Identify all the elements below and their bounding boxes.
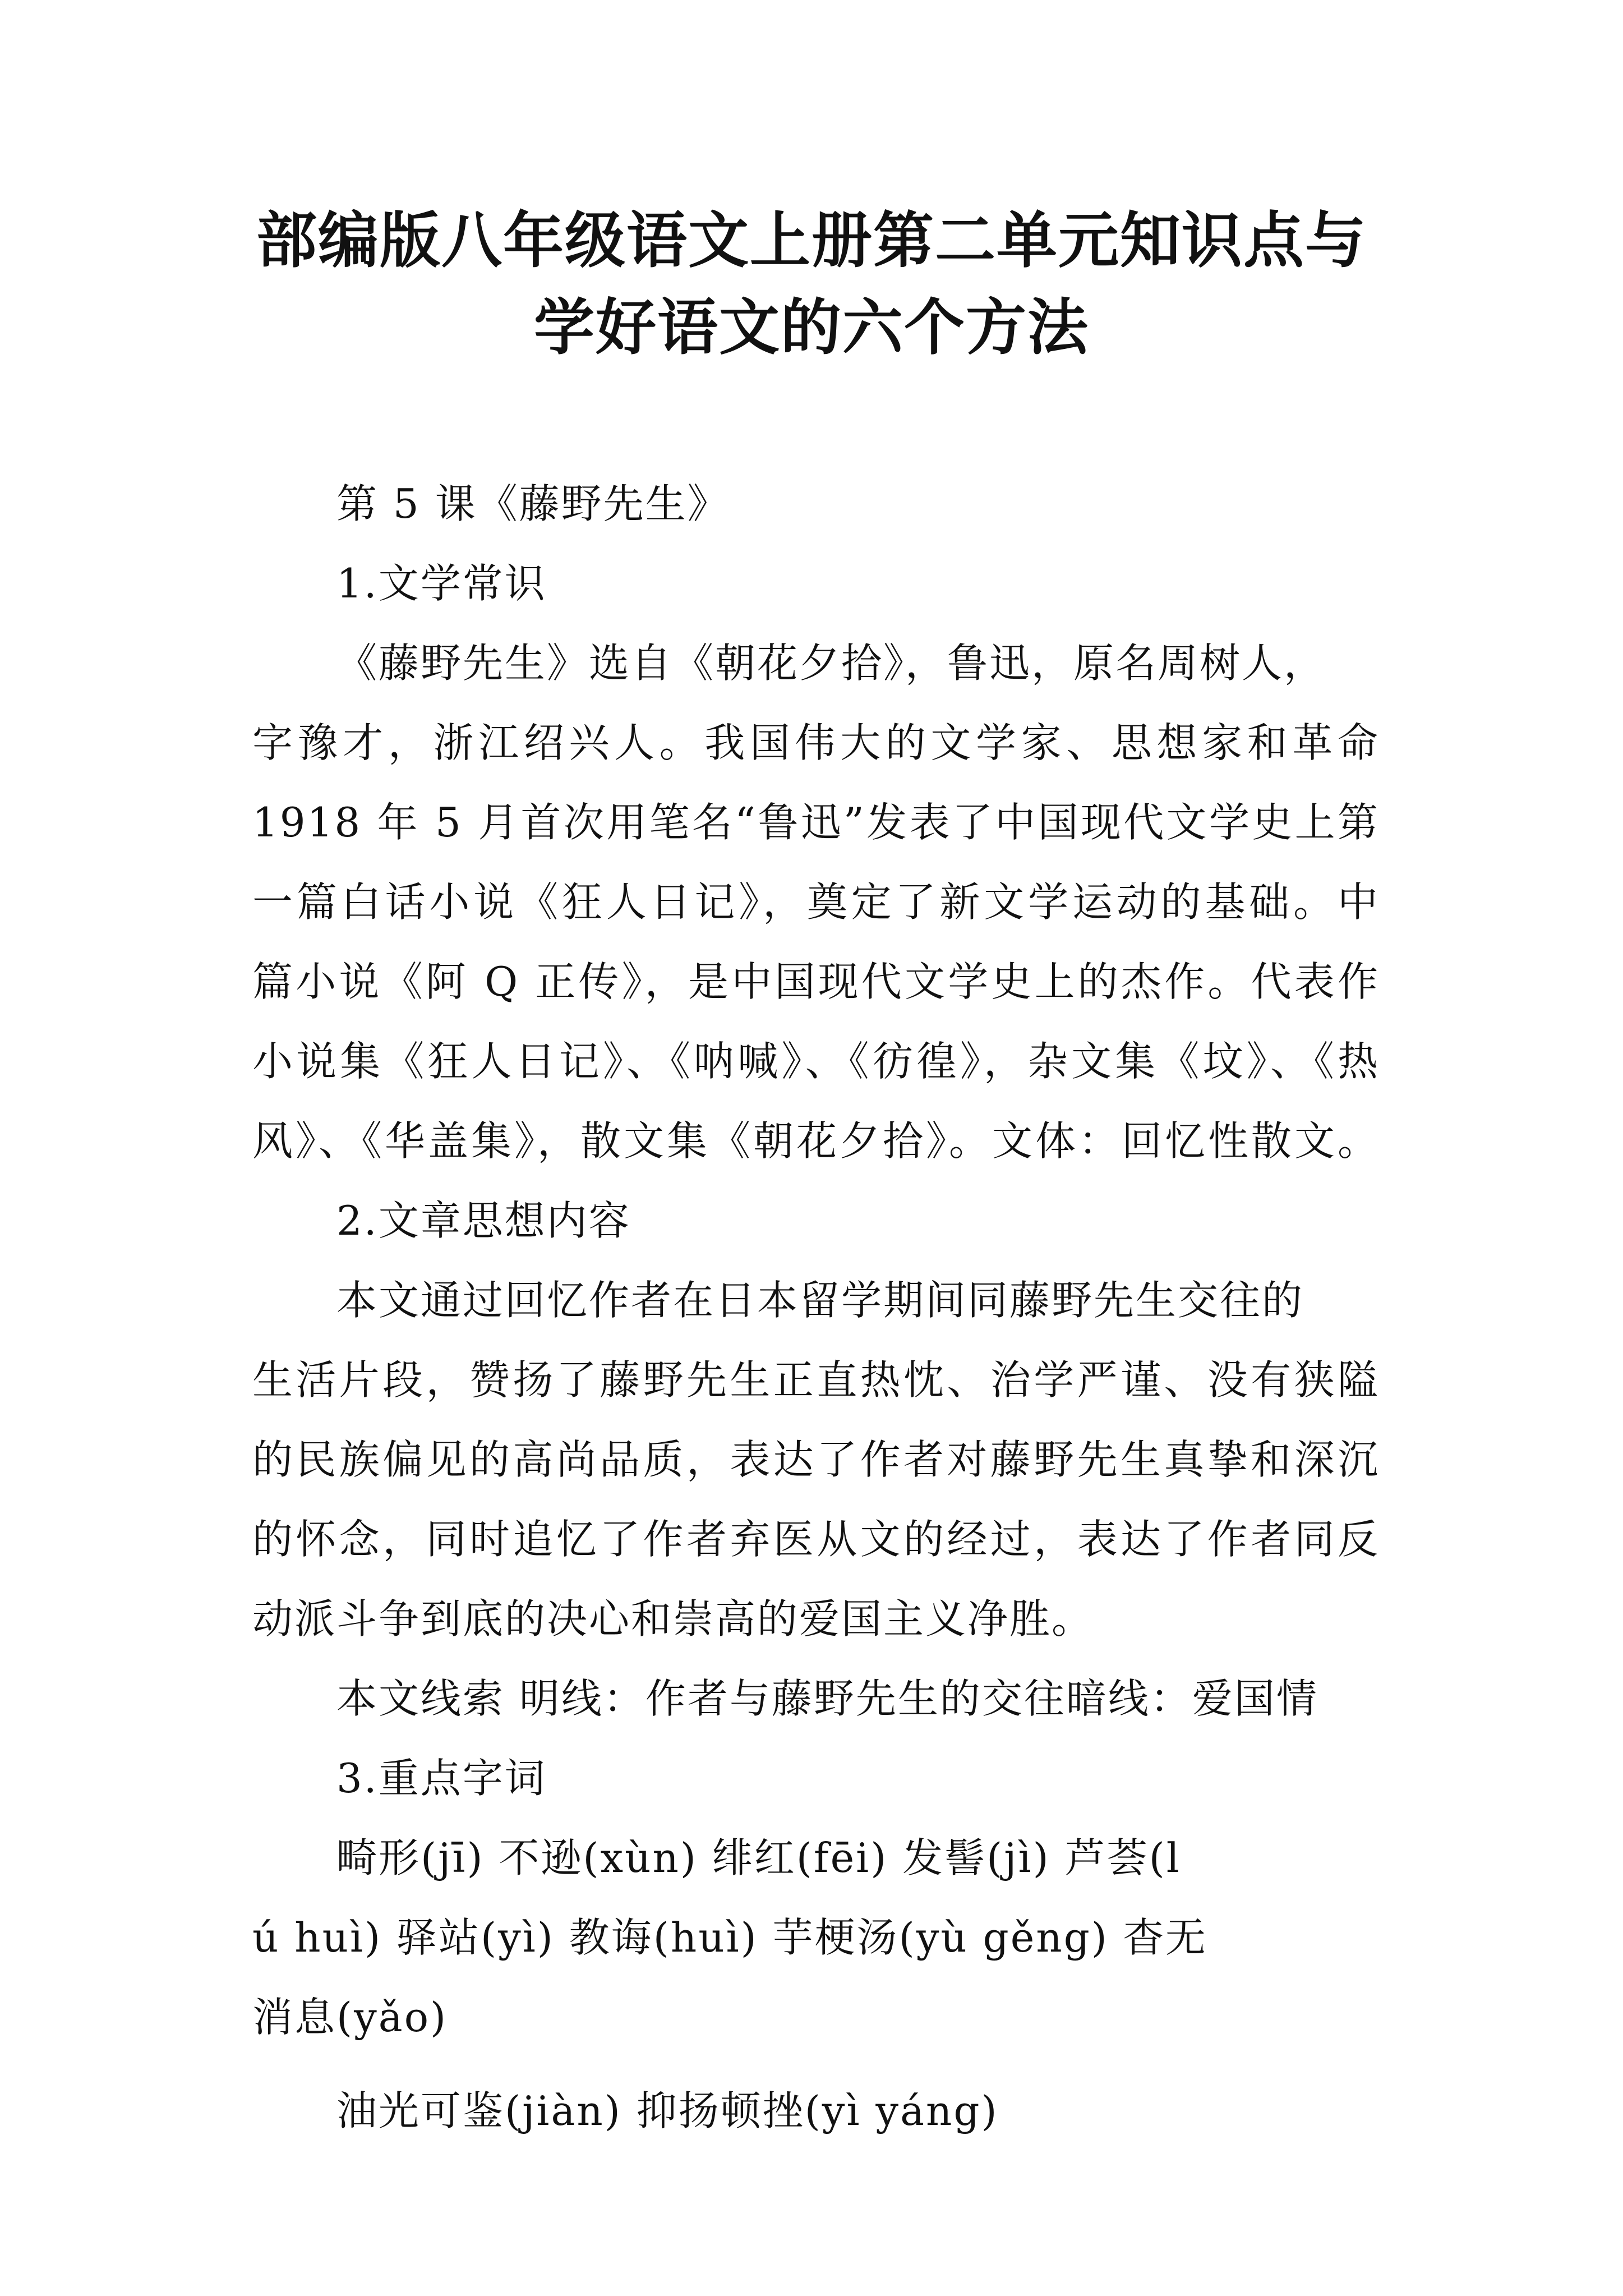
clue-line: 本文线索 明线：作者与藤野先生的交往暗线：爱国情 bbox=[336, 1675, 1318, 1722]
paragraph-line: 动派斗争到底的决心和崇高的爱国主义净胜。 bbox=[252, 1595, 1094, 1642]
vocab-line: 油光可鉴(jiàn) 抑扬顿挫(yì yáng) bbox=[336, 2087, 999, 2134]
vocab-line: ú huì) 驿站(yì) 教诲(huì) 芋梗汤(yù gěng) 杳无 bbox=[252, 1914, 1207, 1961]
vocab-line: 消息(yǎo) bbox=[252, 1994, 448, 2041]
section-heading: 3.重点字词 bbox=[336, 1755, 547, 1802]
paragraph-line: 《藤野先生》选自《朝花夕拾》，鲁迅，原名周树人， bbox=[336, 639, 1326, 687]
paragraph-line: 一篇白话小说《狂人日记》，奠定了新文学运动的基础。中 bbox=[252, 878, 1380, 926]
paragraph-line: 小说集《狂人日记》、《呐喊》、《彷徨》，杂文集《坟》、《热 bbox=[252, 1038, 1380, 1085]
paragraph-line: 的怀念，同时追忆了作者弃医从文的经过，表达了作者同反 bbox=[252, 1516, 1380, 1563]
section-heading: 1.文学常识 bbox=[336, 560, 547, 607]
lesson-heading: 第 5 课《藤野先生》 bbox=[336, 480, 730, 527]
paragraph-line: 字豫才，浙江绍兴人。我国伟大的文学家、思想家和革命 bbox=[252, 719, 1380, 766]
paragraph-line: 生活片段，赞扬了藤野先生正直热忱、治学严谨、没有狭隘 bbox=[252, 1356, 1380, 1404]
paragraph-line: 的民族偏见的高尚品质，表达了作者对藤野先生真挚和深沉 bbox=[252, 1436, 1380, 1483]
vocab-line: 畸形(jī) 不逊(xùn) 绯红(fēi) 发髻(jì) 芦荟(l bbox=[336, 1834, 1181, 1881]
paragraph-line: 风》、《华盖集》，散文集《朝花夕拾》。文体：回忆性散文。 bbox=[252, 1117, 1380, 1165]
section-heading: 2.文章思想内容 bbox=[336, 1197, 631, 1244]
document-title-line-2: 学好语文的六个方法 bbox=[533, 293, 1089, 363]
document-title-line-1: 部编版八年级语文上册第二单元知识点与 bbox=[256, 206, 1367, 276]
paragraph-line: 1918 年 5 月首次用笔名“鲁迅”发表了中国现代文学史上第 bbox=[252, 799, 1380, 846]
paragraph-line: 本文通过回忆作者在日本留学期间同藤野先生交往的 bbox=[336, 1277, 1304, 1324]
paragraph-line: 篇小说《阿 Q 正传》，是中国现代文学史上的杰作。代表作 bbox=[252, 958, 1380, 1005]
